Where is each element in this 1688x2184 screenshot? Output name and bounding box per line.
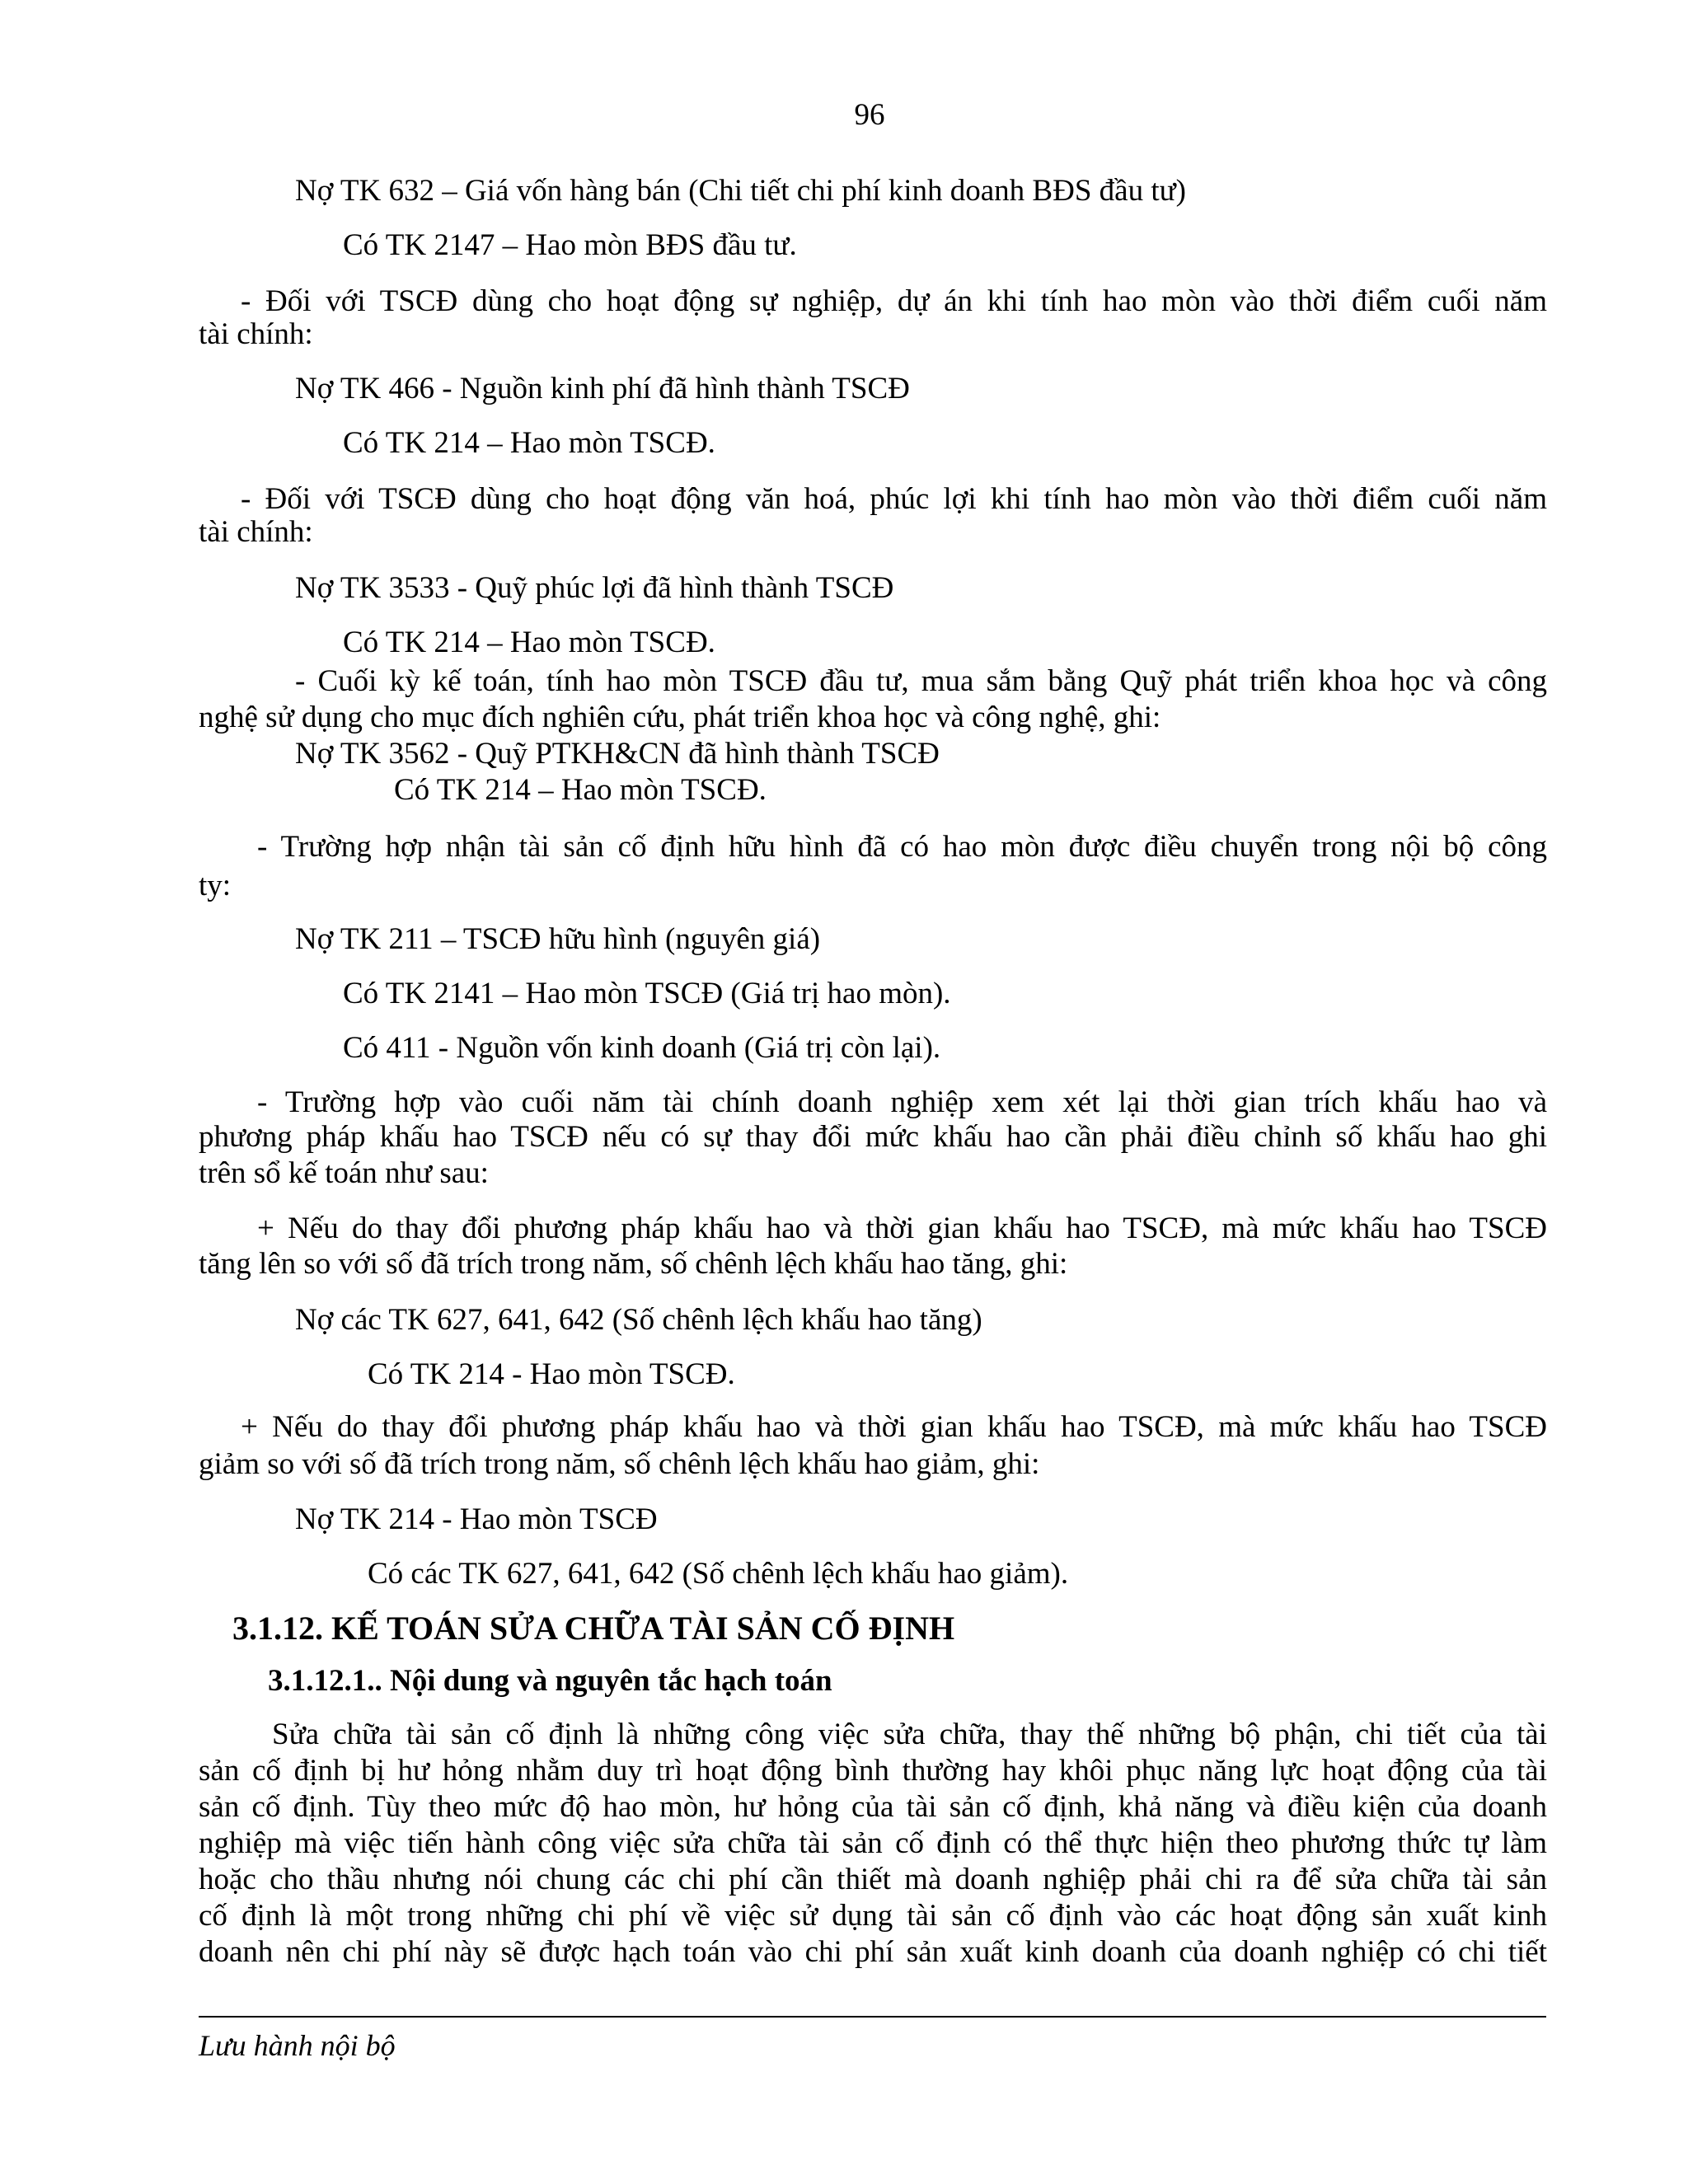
section-heading: 3.1.12. KẾ TOÁN SỬA CHỮA TÀI SẢN CỐ ĐỊNH [232, 1610, 955, 1647]
paragraph-line: tăng lên so với số đã trích trong năm, số chênh lệch khấu hao tăng, ghi: [199, 1247, 1068, 1281]
paragraph-line: tài chính: [199, 515, 313, 549]
footer-divider [199, 2016, 1546, 2018]
paragraph-line: trên sổ kế toán như sau: [199, 1156, 489, 1190]
paragraph-line: sản cố định bị hư hỏng nhằm duy trì hoạt động bình thường hay khôi phục năng lực hoạt động của tài [199, 1754, 1547, 1788]
entry-line: Có TK 214 - Hao mòn TSCĐ. [368, 1357, 735, 1391]
paragraph-line: ty: [199, 869, 232, 902]
entry-line: Có TK 214 – Hao mòn TSCĐ. [343, 426, 715, 460]
paragraph-line: tài chính: [199, 317, 313, 351]
paragraph-line: cố định là một trong những chi phí về việc sử dụng tài sản cố định vào các hoạt động sản xuất kinh [199, 1899, 1547, 1933]
entry-line: Nợ TK 3533 - Quỹ phúc lợi đã hình thành TSCĐ [295, 571, 894, 605]
entry-line: Nợ TK 214 - Hao mòn TSCĐ [295, 1502, 658, 1536]
entry-line: Có TK 214 – Hao mòn TSCĐ. [394, 773, 767, 807]
paragraph-line: hoặc cho thầu nhưng nói chung các chi phí cần thiết mà doanh nghiệp phải chi ra để sửa chữa tài sản [199, 1863, 1547, 1896]
paragraph-line: - Đối với TSCĐ dùng cho hoạt động sự nghiệp, dự án khi tính hao mòn vào thời điểm cuối năm [241, 284, 1547, 318]
paragraph-line: + Nếu do thay đổi phương pháp khấu hao và thời gian khấu hao TSCĐ, mà mức khấu hao TSCĐ [257, 1212, 1547, 1245]
paragraph-line: - Đối với TSCĐ dùng cho hoạt động văn hoá, phúc lợi khi tính hao mòn vào thời điểm cuối năm [241, 482, 1547, 516]
paragraph-line: - Cuối kỳ kế toán, tính hao mòn TSCĐ đầu tư, mua sắm bằng Quỹ phát triển khoa học và công [295, 664, 1547, 698]
paragraph-line: giảm so với số đã trích trong năm, số chênh lệch khấu hao giảm, ghi: [199, 1447, 1040, 1481]
paragraph-line: - Trường hợp vào cuối năm tài chính doanh nghiệp xem xét lại thời gian trích khấu hao và [257, 1085, 1547, 1119]
paragraph-line: phương pháp khấu hao TSCĐ nếu có sự thay đổi mức khấu hao cần phải điều chỉnh số khấu hao ghi [199, 1120, 1547, 1154]
footer-text: Lưu hành nội bộ [199, 2029, 396, 2062]
entry-line: Có TK 2147 – Hao mòn BĐS đầu tư. [343, 228, 797, 262]
entry-line: Nợ TK 211 – TSCĐ hữu hình (nguyên giá) [295, 922, 821, 956]
paragraph-line: + Nếu do thay đổi phương pháp khấu hao và thời gian khấu hao TSCĐ, mà mức khấu hao TSCĐ [241, 1410, 1547, 1444]
entry-line: Nợ các TK 627, 641, 642 (Số chênh lệch khấu hao tăng) [295, 1303, 982, 1337]
entry-line: Nợ TK 466 - Nguồn kinh phí đã hình thành TSCĐ [295, 372, 910, 405]
paragraph-line: nghệ sử dụng cho mục đích nghiên cứu, phát triển khoa học và công nghệ, ghi: [199, 701, 1161, 734]
paragraph-line: sản cố định. Tùy theo mức độ hao mòn, hư hỏng của tài sản cố định, khả năng và điều kiện của doanh [199, 1790, 1547, 1824]
paragraph-line: - Trường hợp nhận tài sản cố định hữu hình đã có hao mòn được điều chuyển trong nội bộ công [257, 830, 1547, 864]
entry-line: Có TK 214 – Hao mòn TSCĐ. [343, 626, 715, 659]
paragraph-line: nghiệp mà việc tiến hành công việc sửa chữa tài sản cố định có thể thực hiện theo phương thức tự làm [199, 1826, 1547, 1860]
subsection-heading: 3.1.12.1.. Nội dung và nguyên tắc hạch toán [268, 1664, 832, 1698]
page-number: 96 [854, 98, 885, 132]
entry-line: Có các TK 627, 641, 642 (Số chênh lệch khấu hao giảm). [368, 1557, 1069, 1591]
entry-line: Nợ TK 632 – Giá vốn hàng bán (Chi tiết chi phí kinh doanh BĐS đầu tư) [295, 174, 1186, 208]
paragraph-line: Sửa chữa tài sản cố định là những công việc sửa chữa, thay thế những bộ phận, chi tiết của tài [272, 1718, 1547, 1751]
entry-line: Có TK 2141 – Hao mòn TSCĐ (Giá trị hao mòn). [343, 977, 951, 1010]
entry-line: Có 411 - Nguồn vốn kinh doanh (Giá trị còn lại). [343, 1031, 941, 1065]
paragraph-line: doanh nên chi phí này sẽ được hạch toán vào chi phí sản xuất kinh doanh của doanh nghiệp có chi tiết [199, 1935, 1547, 1969]
entry-line: Nợ TK 3562 - Quỹ PTKH&CN đã hình thành TSCĐ [295, 737, 940, 771]
